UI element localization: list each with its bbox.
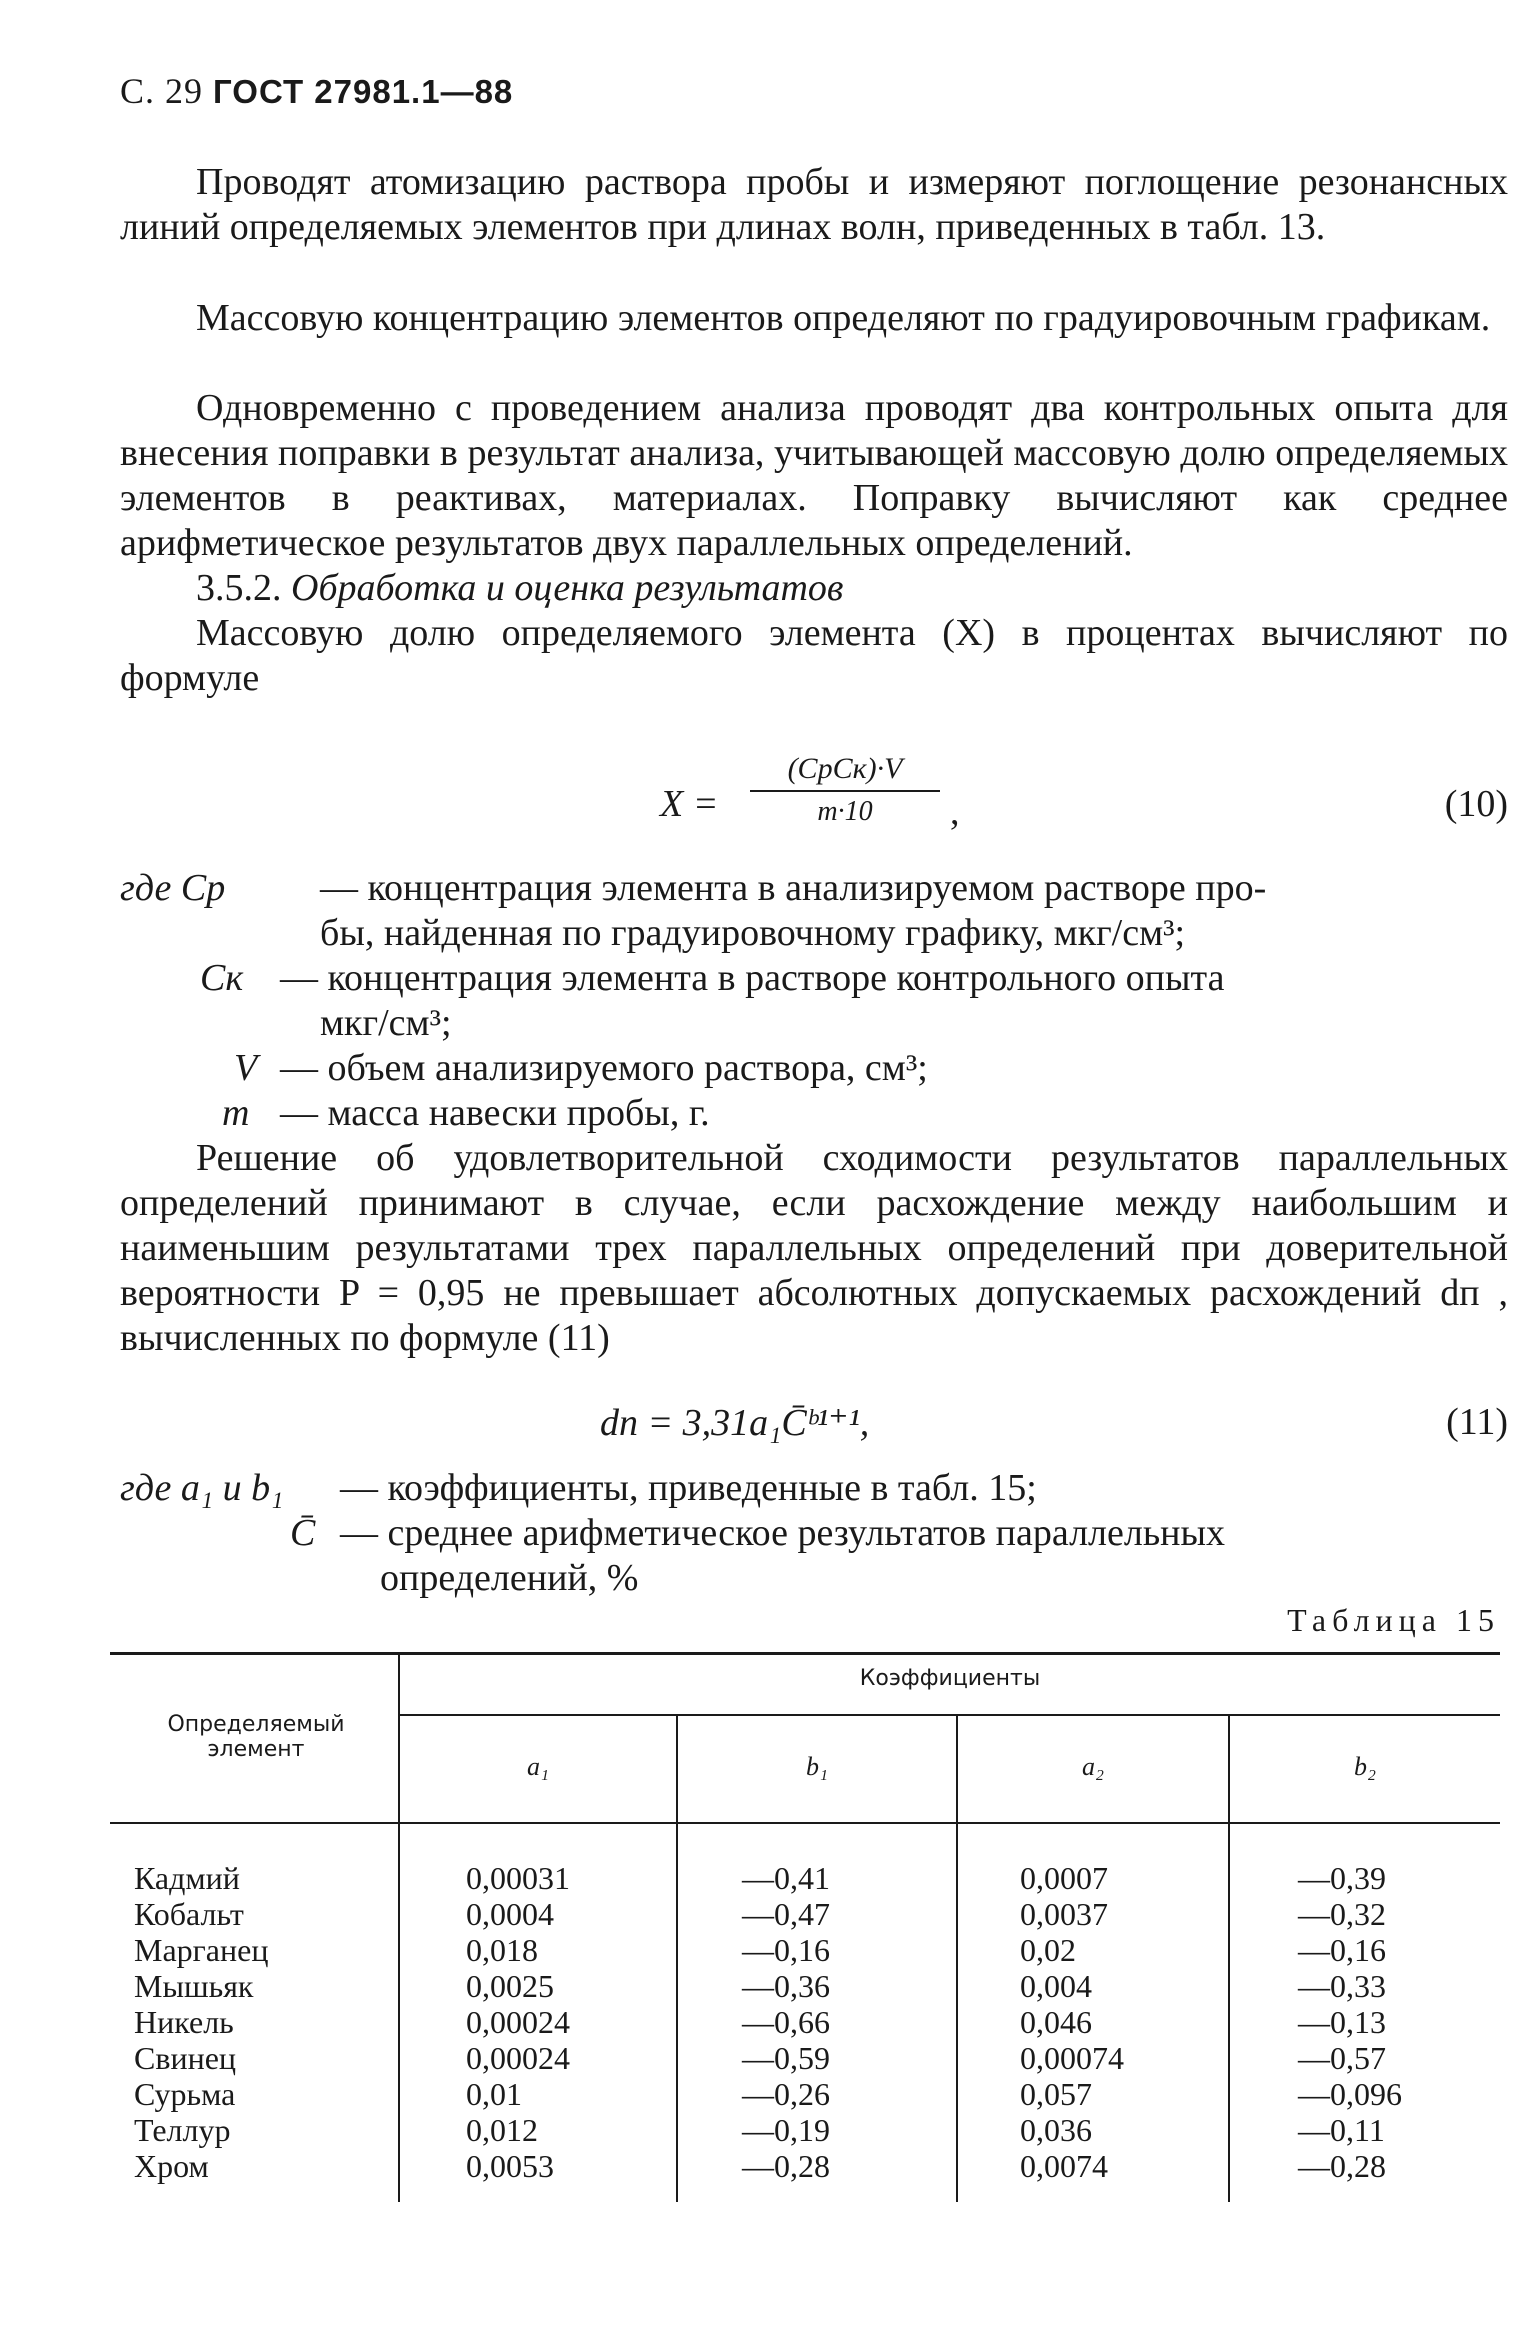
paragraph-decision: Решение об удовлетворительной сходимости результатов параллельных определений принимают в случае, если расхождение между наибольшим и наименьшим результатами трех параллельных определений при доверительной вероятности P = 0,95 не превышает абсолютных допускаемых расхождений dп , вычисленных по формуле (11) xyxy=(120,1137,1508,1359)
column-header: b₁ xyxy=(805,1752,829,1781)
def-symbol: Cк xyxy=(200,957,244,999)
coefficient-cell: —0,66 xyxy=(742,2004,830,2040)
coefficient-cell: —0,11 xyxy=(1298,2112,1385,2148)
group-header: Коэффициенты xyxy=(859,1666,1041,1691)
def-row xyxy=(200,956,1224,1001)
coefficient-cell: 0,046 xyxy=(1020,2004,1092,2040)
def-row xyxy=(320,911,1185,956)
formula-10-lhs: X = xyxy=(660,783,719,825)
coefficient-cell: —0,47 xyxy=(742,1896,830,1932)
def-text: — среднее арифметическое результатов параллельных xyxy=(340,1512,1226,1554)
formula-10-numerator: (CрCк)·V xyxy=(787,752,903,785)
element-name-cell: Хром xyxy=(134,2148,209,2184)
coefficient-cell: —0,41 xyxy=(742,1860,830,1896)
formula-10-denominator: m·10 xyxy=(817,796,873,827)
column-header: a₂ xyxy=(1081,1752,1105,1781)
element-name-cell: Кадмий xyxy=(134,1860,240,1896)
page-header xyxy=(120,70,513,112)
coefficient-cell: 0,012 xyxy=(466,2112,538,2148)
coefficient-cell: —0,32 xyxy=(1298,1896,1386,1932)
formula-11-number: (11) xyxy=(1446,1401,1508,1443)
element-name-cell: Кобальт xyxy=(134,1896,244,1932)
def-row xyxy=(320,1001,452,1046)
coefficient-cell: —0,28 xyxy=(742,2148,830,2184)
section-heading xyxy=(120,566,1508,611)
def-symbol: m xyxy=(222,1092,250,1134)
def-symbol: где Cр xyxy=(120,867,226,909)
def-row xyxy=(380,1556,638,1601)
coefficient-cell: —0,13 xyxy=(1298,2004,1386,2040)
paragraph-formula-intro: Массовую долю определяемого элемента (X) в процентах вычисляют по формуле xyxy=(120,612,1508,699)
coefficient-cell: 0,02 xyxy=(1020,1932,1076,1968)
coefficient-cell: —0,16 xyxy=(1298,1932,1386,1968)
coefficient-cell: —0,19 xyxy=(742,2112,830,2148)
section-number: 3.5.2. xyxy=(196,567,282,609)
def-row xyxy=(234,1046,928,1091)
coefficient-cell: 0,0037 xyxy=(1020,1896,1108,1932)
coefficient-cell: —0,59 xyxy=(742,2040,830,2076)
section-title: Обработка и оценка результатов xyxy=(291,567,844,609)
def-text: — объем анализируемого раствора, см³; xyxy=(280,1047,928,1089)
element-name-cell: Теллур xyxy=(134,2112,231,2148)
standard-code: ГОСТ 27981.1—88 xyxy=(213,73,514,110)
page-number: С. 29 xyxy=(120,71,204,111)
coefficient-cell: —0,28 xyxy=(1298,2148,1386,2184)
formula-10-comma: , xyxy=(950,791,960,833)
coefficient-cell: —0,33 xyxy=(1298,1968,1386,2004)
paragraph-atomization: Проводят атомизацию раствора пробы и измеряют поглощение резонансных линий определяемых элементов при длинах волн, приведенных в табл. 13. xyxy=(120,161,1508,248)
coefficient-cell: —0,16 xyxy=(742,1932,830,1968)
coefficient-cell: 0,004 xyxy=(1020,1968,1092,2004)
paragraph-calibration: Массовую концентрацию элементов определяют по градуировочным графикам. xyxy=(196,297,1491,339)
paragraph-control: Одновременно с проведением анализа проводят два контрольных опыта для внесения поправки в результат анализа, учитывающей массовую долю определяемых элементов в реактивах, материалах. Поправку вычисляют как среднее арифметическое результатов двух параллельных определений. xyxy=(120,387,1508,564)
def-row xyxy=(120,1466,1037,1511)
element-name-cell: Мышьяк xyxy=(134,1968,254,2004)
def-text: — масса навески пробы, г. xyxy=(280,1092,710,1134)
coefficient-cell: —0,39 xyxy=(1298,1860,1386,1896)
coefficient-cell: 0,0004 xyxy=(466,1896,554,1932)
table-caption: Таблица 15 xyxy=(1287,1602,1500,1638)
def-text: мкг/см³; xyxy=(320,1002,452,1044)
coefficient-cell: —0,26 xyxy=(742,2076,830,2112)
coefficient-cell: 0,018 xyxy=(466,1932,538,1968)
def-row xyxy=(222,1091,710,1136)
coefficient-cell: 0,0074 xyxy=(1020,2148,1108,2184)
def-row xyxy=(290,1511,1225,1556)
coefficient-cell: 0,01 xyxy=(466,2076,522,2112)
element-name-cell: Свинец xyxy=(134,2040,237,2076)
coefficient-cell: —0,57 xyxy=(1298,2040,1386,2076)
column-header: b₂ xyxy=(1353,1752,1377,1781)
coefficient-cell: 0,00031 xyxy=(466,1860,570,1896)
element-name-cell: Сурьма xyxy=(134,2076,236,2112)
def-text: — концентрация элемента в анализируемом растворе про- xyxy=(320,867,1267,909)
coefficient-cell: 0,036 xyxy=(1020,2112,1092,2148)
element-name-cell: Марганец xyxy=(134,1932,269,1968)
def-symbol: V xyxy=(234,1047,258,1089)
coefficient-cell: 0,0025 xyxy=(466,1968,554,2004)
def-text: — концентрация элемента в растворе контрольного опыта xyxy=(280,957,1225,999)
coefficient-cell: 0,0007 xyxy=(1020,1860,1108,1896)
def-row xyxy=(120,866,1266,911)
element-name-cell: Никель xyxy=(134,2004,234,2040)
formula-11-expression: dп = 3,31a₁C̄ᵇ¹⁺¹, xyxy=(600,1402,870,1444)
coefficient-cell: 0,00074 xyxy=(1020,2040,1124,2076)
coefficient-cell: —0,36 xyxy=(742,1968,830,2004)
column-header: a₁ xyxy=(526,1752,550,1781)
coefficient-cell: 0,0053 xyxy=(466,2148,554,2184)
formula-10-number: (10) xyxy=(1444,783,1508,825)
coefficient-cell: 0,057 xyxy=(1020,2076,1092,2112)
def-symbol: C̄ xyxy=(290,1512,316,1554)
def-text: — коэффициенты, приведенные в табл. 15; xyxy=(340,1467,1037,1509)
coefficient-cell: 0,00024 xyxy=(466,2040,570,2076)
coefficient-cell: 0,00024 xyxy=(466,2004,570,2040)
coefficient-cell: —0,096 xyxy=(1298,2076,1402,2112)
def-text: бы, найденная по градуировочному графику, мкг/см³; xyxy=(320,912,1186,954)
def-symbol: где a₁ и b₁ xyxy=(120,1467,284,1509)
formula-10-fraction xyxy=(750,752,940,828)
def-text: определений, % xyxy=(380,1557,639,1599)
row-header: Определяемый элемент xyxy=(167,1712,345,1762)
